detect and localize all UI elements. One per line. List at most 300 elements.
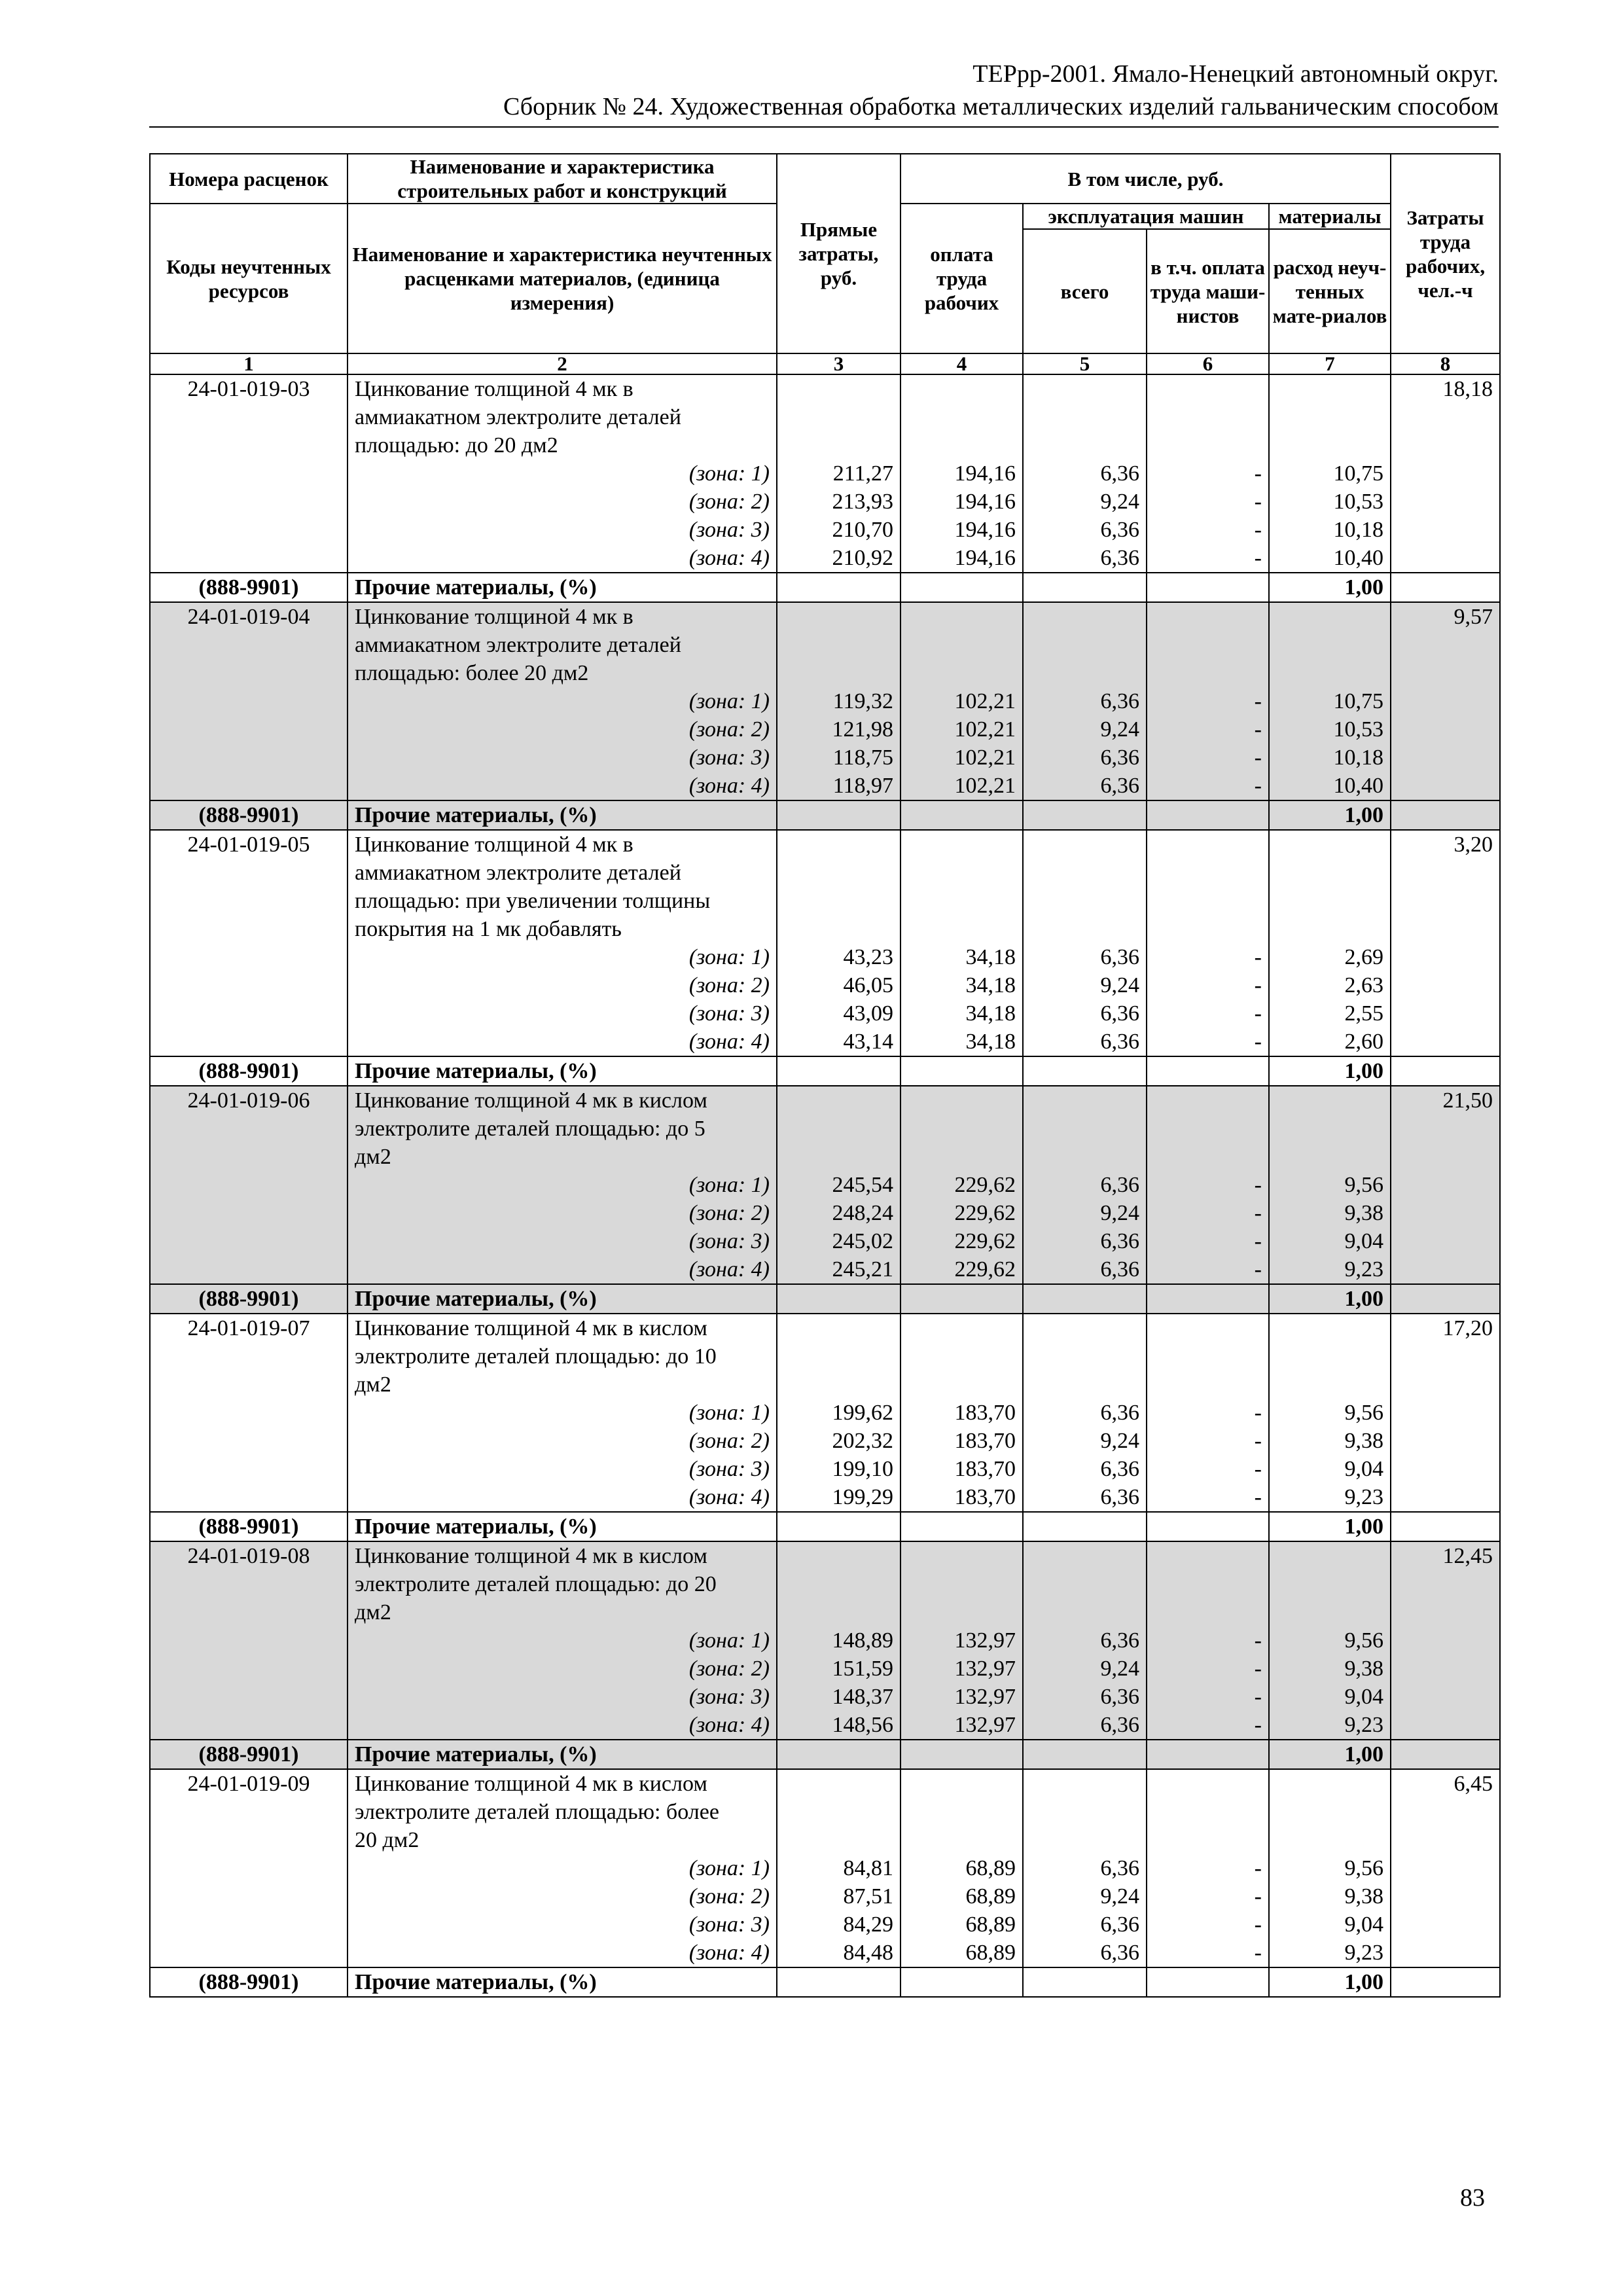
- rates-table: [149, 153, 1501, 1998]
- rate-description: [348, 1314, 777, 1512]
- value: 9,23: [1344, 1485, 1384, 1509]
- value: 118,75: [832, 745, 893, 770]
- value: 194,16: [954, 546, 1016, 570]
- value: 132,97: [954, 1685, 1016, 1709]
- material-code: (888-9901): [150, 1512, 348, 1541]
- description-line: Цинкование толщиной 4 мк в: [355, 377, 633, 401]
- zone-label: (зона: 2): [688, 1201, 770, 1225]
- rate-description: [348, 830, 777, 1056]
- value: 119,32: [832, 689, 893, 713]
- value: 102,21: [954, 774, 1016, 798]
- worker-wages: [901, 830, 1023, 1056]
- value: 68,89: [965, 1912, 1016, 1937]
- col3-header: Прямые затраты, руб.: [777, 154, 901, 353]
- value: 102,21: [954, 745, 1016, 770]
- direct-costs: [777, 1314, 901, 1512]
- value: -: [1254, 689, 1262, 713]
- value: -: [1254, 973, 1262, 997]
- value: 84,81: [843, 1856, 893, 1880]
- description-line: Цинкование толщиной 4 мк в: [355, 605, 633, 629]
- header-rule: [149, 126, 1499, 128]
- material-value: 1,00: [1269, 1284, 1391, 1314]
- col-number: 6: [1147, 353, 1269, 374]
- description-line: электролите деталей площадью: более: [355, 1800, 719, 1824]
- value: 245,02: [832, 1229, 893, 1253]
- material-row: [150, 1284, 1500, 1314]
- value: 34,18: [965, 1030, 1016, 1054]
- value: 9,23: [1344, 1941, 1384, 1965]
- zone-label: (зона: 3): [688, 1001, 770, 1026]
- value: -: [1254, 1030, 1262, 1054]
- value: 132,97: [954, 1713, 1016, 1737]
- value: 10,53: [1333, 490, 1384, 514]
- description-line: Цинкование толщиной 4 мк в кислом: [355, 1772, 707, 1796]
- zone-label: (зона: 1): [688, 945, 770, 969]
- value: 9,24: [1100, 717, 1139, 742]
- page-number: 83: [1460, 2184, 1485, 2212]
- value: 9,56: [1344, 1856, 1384, 1880]
- value: 34,18: [965, 945, 1016, 969]
- col8-header: Затраты труда рабочих, чел.-ч: [1391, 154, 1500, 353]
- material-value: 1,00: [1269, 1967, 1391, 1997]
- value: 9,24: [1100, 1657, 1139, 1681]
- worker-wages: [901, 1769, 1023, 1967]
- materials-cost: [1269, 374, 1391, 573]
- value: 148,37: [832, 1685, 893, 1709]
- material-code: (888-9901): [150, 1056, 348, 1086]
- value: 10,53: [1333, 717, 1384, 742]
- material-code: (888-9901): [150, 1967, 348, 1997]
- value: -: [1254, 1229, 1262, 1253]
- rate-code: 24-01-019-05: [150, 830, 348, 1056]
- value: -: [1254, 461, 1262, 486]
- col-number: 8: [1391, 353, 1500, 374]
- value: 84,29: [843, 1912, 893, 1937]
- value: -: [1254, 717, 1262, 742]
- value: 132,97: [954, 1657, 1016, 1681]
- value: 151,59: [832, 1657, 893, 1681]
- value: 102,21: [954, 689, 1016, 713]
- material-name: Прочие материалы, (%): [348, 1284, 777, 1314]
- zone-label: (зона: 4): [688, 1941, 770, 1965]
- direct-costs: [777, 374, 901, 573]
- zone-label: (зона: 1): [688, 1401, 770, 1425]
- value: -: [1254, 1856, 1262, 1880]
- description-line: электролите деталей площадью: до 10: [355, 1344, 717, 1369]
- zone-label: (зона: 1): [688, 1856, 770, 1880]
- value: 9,04: [1344, 1912, 1384, 1937]
- direct-costs: [777, 1541, 901, 1740]
- value: -: [1254, 1457, 1262, 1481]
- material-row: [150, 1512, 1500, 1541]
- value: 6,36: [1100, 1912, 1139, 1937]
- zone-label: (зона: 1): [688, 461, 770, 486]
- value: 6,36: [1100, 518, 1139, 542]
- material-row: [150, 1056, 1500, 1086]
- rate-description: [348, 1541, 777, 1740]
- direct-costs: [777, 602, 901, 800]
- value: 2,63: [1344, 973, 1384, 997]
- zone-label: (зона: 3): [688, 518, 770, 542]
- value: 6,36: [1100, 1628, 1139, 1653]
- rate-row: [150, 830, 1500, 1056]
- value: -: [1254, 1201, 1262, 1225]
- col-number: 3: [777, 353, 901, 374]
- labor-hours: 18,18: [1391, 374, 1500, 573]
- value: 10,75: [1333, 461, 1384, 486]
- material-value: 1,00: [1269, 573, 1391, 602]
- rate-code: 24-01-019-07: [150, 1314, 348, 1512]
- value: 199,10: [832, 1457, 893, 1481]
- value: 199,62: [832, 1401, 893, 1425]
- value: 6,36: [1100, 745, 1139, 770]
- value: 6,36: [1100, 1457, 1139, 1481]
- value: 10,18: [1333, 518, 1384, 542]
- value: 6,36: [1100, 1401, 1139, 1425]
- value: 10,40: [1333, 774, 1384, 798]
- value: 213,93: [832, 490, 893, 514]
- material-name: Прочие материалы, (%): [348, 1740, 777, 1769]
- materials-cost: [1269, 1769, 1391, 1967]
- value: 245,54: [832, 1173, 893, 1197]
- value: -: [1254, 1001, 1262, 1026]
- col1-bottom-header: Коды неучтенных ресурсов: [150, 204, 348, 353]
- value: 9,23: [1344, 1257, 1384, 1282]
- value: 43,14: [843, 1030, 893, 1054]
- value: -: [1254, 1941, 1262, 1965]
- zone-label: (зона: 2): [688, 1884, 770, 1909]
- value: 229,62: [954, 1229, 1016, 1253]
- value: -: [1254, 1401, 1262, 1425]
- value: 6,36: [1100, 1173, 1139, 1197]
- value: 9,56: [1344, 1628, 1384, 1653]
- value: -: [1254, 774, 1262, 798]
- material-name: Прочие материалы, (%): [348, 1056, 777, 1086]
- col-number: 1: [150, 353, 348, 374]
- value: -: [1254, 518, 1262, 542]
- zone-label: (зона: 1): [688, 1173, 770, 1197]
- description-line: площадью: до 20 дм2: [355, 433, 558, 457]
- rate-code: 24-01-019-03: [150, 374, 348, 573]
- worker-wages: [901, 1314, 1023, 1512]
- col-number: 7: [1269, 353, 1391, 374]
- description-line: Цинкование толщиной 4 мк в: [355, 833, 633, 857]
- machines-total: [1023, 1769, 1147, 1967]
- operator-wages: [1147, 602, 1269, 800]
- col2-top-header: Наименование и характеристика строительных работ и конструкций: [348, 154, 777, 204]
- value: -: [1254, 546, 1262, 570]
- material-row: [150, 1967, 1500, 1997]
- zone-label: (зона: 4): [688, 1713, 770, 1737]
- header-line-2: Сборник № 24. Художественная обработка металлических изделий гальваническим способом: [503, 93, 1499, 120]
- value: 148,89: [832, 1628, 893, 1653]
- value: 43,23: [843, 945, 893, 969]
- worker-wages: [901, 374, 1023, 573]
- rate-code: 24-01-019-04: [150, 602, 348, 800]
- value: 194,16: [954, 461, 1016, 486]
- description-line: дм2: [355, 1145, 391, 1169]
- rate-row: [150, 1086, 1500, 1284]
- labor-hours: 6,45: [1391, 1769, 1500, 1967]
- material-code: (888-9901): [150, 1284, 348, 1314]
- material-name: Прочие материалы, (%): [348, 1967, 777, 1997]
- value: 46,05: [843, 973, 893, 997]
- zone-label: (зона: 3): [688, 1912, 770, 1937]
- value: 10,75: [1333, 689, 1384, 713]
- rate-row: [150, 374, 1500, 573]
- value: 9,04: [1344, 1229, 1384, 1253]
- page-header: [149, 58, 1499, 123]
- description-line: покрытия на 1 мк добавлять: [355, 917, 622, 941]
- zone-label: (зона: 4): [688, 1485, 770, 1509]
- value: 9,24: [1100, 1429, 1139, 1453]
- description-line: площадью: более 20 дм2: [355, 661, 589, 685]
- value: 229,62: [954, 1173, 1016, 1197]
- machines-total: [1023, 602, 1147, 800]
- header-line-1: ТЕРрр-2001. Ямало-Ненецкий автономный округ.: [972, 60, 1499, 88]
- value: -: [1254, 1657, 1262, 1681]
- operator-wages: [1147, 1086, 1269, 1284]
- material-row: [150, 1740, 1500, 1769]
- value: -: [1254, 945, 1262, 969]
- materials-cost: [1269, 602, 1391, 800]
- rate-row: [150, 1314, 1500, 1512]
- value: 2,55: [1344, 1001, 1384, 1026]
- value: 87,51: [843, 1884, 893, 1909]
- material-row: [150, 573, 1500, 602]
- value: 2,60: [1344, 1030, 1384, 1054]
- value: 6,36: [1100, 1229, 1139, 1253]
- rate-row: [150, 602, 1500, 800]
- value: 132,97: [954, 1628, 1016, 1653]
- col-number: 4: [901, 353, 1023, 374]
- value: 10,18: [1333, 745, 1384, 770]
- materials-cost: [1269, 1541, 1391, 1740]
- value: 210,70: [832, 518, 893, 542]
- worker-wages: [901, 1086, 1023, 1284]
- description-line: аммиакатном электролите деталей: [355, 405, 681, 429]
- material-name: Прочие материалы, (%): [348, 573, 777, 602]
- value: 229,62: [954, 1257, 1016, 1282]
- value: -: [1254, 1685, 1262, 1709]
- value: 183,70: [954, 1429, 1016, 1453]
- value: 229,62: [954, 1201, 1016, 1225]
- zone-label: (зона: 4): [688, 774, 770, 798]
- value: 68,89: [965, 1884, 1016, 1909]
- direct-costs: [777, 830, 901, 1056]
- direct-costs: [777, 1769, 901, 1967]
- material-name: Прочие материалы, (%): [348, 800, 777, 830]
- col4-header: оплата труда рабочих: [901, 204, 1023, 353]
- labor-hours: 9,57: [1391, 602, 1500, 800]
- material-row: [150, 800, 1500, 830]
- material-value: 1,00: [1269, 800, 1391, 830]
- material-code: (888-9901): [150, 1740, 348, 1769]
- value: -: [1254, 490, 1262, 514]
- zone-label: (зона: 2): [688, 717, 770, 742]
- labor-hours: 12,45: [1391, 1541, 1500, 1740]
- value: -: [1254, 745, 1262, 770]
- value: 84,48: [843, 1941, 893, 1965]
- description-line: электролите деталей площадью: до 5: [355, 1117, 705, 1141]
- description-line: аммиакатном электролите деталей: [355, 633, 681, 657]
- value: 118,97: [832, 774, 893, 798]
- value: -: [1254, 1912, 1262, 1937]
- value: -: [1254, 1257, 1262, 1282]
- value: 6,36: [1100, 1485, 1139, 1509]
- column-numbers-row: [150, 353, 1500, 374]
- material-code: (888-9901): [150, 573, 348, 602]
- value: 248,24: [832, 1201, 893, 1225]
- value: -: [1254, 1713, 1262, 1737]
- value: 183,70: [954, 1457, 1016, 1481]
- zone-label: (зона: 3): [688, 745, 770, 770]
- zone-label: (зона: 4): [688, 546, 770, 570]
- value: 6,36: [1100, 1685, 1139, 1709]
- zone-label: (зона: 4): [688, 1257, 770, 1282]
- col1-top-header: Номера расценок: [150, 154, 348, 204]
- value: 6,36: [1100, 546, 1139, 570]
- description-line: Цинкование толщиной 4 мк в кислом: [355, 1316, 707, 1340]
- col-number: 2: [348, 353, 777, 374]
- value: 245,21: [832, 1257, 893, 1282]
- value: 202,32: [832, 1429, 893, 1453]
- labor-hours: 3,20: [1391, 830, 1500, 1056]
- description-line: электролите деталей площадью: до 20: [355, 1572, 717, 1596]
- description-line: аммиакатном электролите деталей: [355, 861, 681, 885]
- operator-wages: [1147, 1541, 1269, 1740]
- value: 9,24: [1100, 490, 1139, 514]
- machines-total: [1023, 1314, 1147, 1512]
- rate-row: [150, 1541, 1500, 1740]
- operator-wages: [1147, 1314, 1269, 1512]
- zone-label: (зона: 2): [688, 1429, 770, 1453]
- description-line: 20 дм2: [355, 1828, 419, 1852]
- description-line: площадью: при увеличении толщины: [355, 889, 711, 913]
- col6-header: в т.ч. оплата труда маши-нистов: [1147, 229, 1269, 353]
- value: -: [1254, 1173, 1262, 1197]
- value: 9,23: [1344, 1713, 1384, 1737]
- value: 43,09: [843, 1001, 893, 1026]
- materials-cost: [1269, 830, 1391, 1056]
- value: 9,24: [1100, 973, 1139, 997]
- rate-description: [348, 602, 777, 800]
- material-code: (888-9901): [150, 800, 348, 830]
- value: 9,04: [1344, 1685, 1384, 1709]
- materials-cost: [1269, 1086, 1391, 1284]
- value: -: [1254, 1429, 1262, 1453]
- rate-code: 24-01-019-09: [150, 1769, 348, 1967]
- rate-description: [348, 374, 777, 573]
- value: 194,16: [954, 490, 1016, 514]
- zone-label: (зона: 2): [688, 1657, 770, 1681]
- rate-description: [348, 1769, 777, 1967]
- machines-total: [1023, 1086, 1147, 1284]
- rate-row: [150, 1769, 1500, 1967]
- value: 2,69: [1344, 945, 1384, 969]
- value: 9,38: [1344, 1201, 1384, 1225]
- materials-cost: [1269, 1314, 1391, 1512]
- rate-code: 24-01-019-06: [150, 1086, 348, 1284]
- value: 6,36: [1100, 689, 1139, 713]
- value: 68,89: [965, 1941, 1016, 1965]
- zone-label: (зона: 4): [688, 1030, 770, 1054]
- value: 10,40: [1333, 546, 1384, 570]
- worker-wages: [901, 602, 1023, 800]
- col7-header: расход неуч-тенных мате-риалов: [1269, 229, 1391, 353]
- group-header: В том числе, руб.: [901, 154, 1391, 204]
- zone-label: (зона: 2): [688, 490, 770, 514]
- operator-wages: [1147, 830, 1269, 1056]
- material-name: Прочие материалы, (%): [348, 1512, 777, 1541]
- value: 9,24: [1100, 1201, 1139, 1225]
- machines-total: [1023, 1541, 1147, 1740]
- description-line: дм2: [355, 1372, 391, 1397]
- zone-label: (зона: 1): [688, 1628, 770, 1653]
- value: 6,36: [1100, 461, 1139, 486]
- value: 210,92: [832, 546, 893, 570]
- value: 194,16: [954, 518, 1016, 542]
- value: 9,04: [1344, 1457, 1384, 1481]
- value: 34,18: [965, 1001, 1016, 1026]
- description-line: дм2: [355, 1600, 391, 1624]
- machines-total: [1023, 374, 1147, 573]
- value: -: [1254, 1485, 1262, 1509]
- value: 9,56: [1344, 1401, 1384, 1425]
- description-line: Цинкование толщиной 4 мк в кислом: [355, 1544, 707, 1568]
- col5-header: всего: [1023, 229, 1147, 353]
- description-line: Цинкование толщиной 4 мк в кислом: [355, 1088, 707, 1113]
- labor-hours: 17,20: [1391, 1314, 1500, 1512]
- value: -: [1254, 1884, 1262, 1909]
- value: 34,18: [965, 973, 1016, 997]
- zone-label: (зона: 3): [688, 1685, 770, 1709]
- machines-total: [1023, 830, 1147, 1056]
- value: 6,36: [1100, 774, 1139, 798]
- material-value: 1,00: [1269, 1056, 1391, 1086]
- material-value: 1,00: [1269, 1512, 1391, 1541]
- value: 183,70: [954, 1401, 1016, 1425]
- zone-label: (зона: 3): [688, 1229, 770, 1253]
- value: 9,38: [1344, 1429, 1384, 1453]
- zone-label: (зона: 1): [688, 689, 770, 713]
- value: 102,21: [954, 717, 1016, 742]
- value: 68,89: [965, 1856, 1016, 1880]
- value: 6,36: [1100, 1856, 1139, 1880]
- zone-label: (зона: 3): [688, 1457, 770, 1481]
- worker-wages: [901, 1541, 1023, 1740]
- value: 9,38: [1344, 1657, 1384, 1681]
- value: 6,36: [1100, 945, 1139, 969]
- direct-costs: [777, 1086, 901, 1284]
- rate-code: 24-01-019-08: [150, 1541, 348, 1740]
- operator-wages: [1147, 1769, 1269, 1967]
- value: -: [1254, 1628, 1262, 1653]
- value: 6,36: [1100, 1030, 1139, 1054]
- materials-header: материалы: [1269, 204, 1391, 229]
- machines-header: эксплуатация машин: [1023, 204, 1269, 229]
- material-value: 1,00: [1269, 1740, 1391, 1769]
- labor-hours: 21,50: [1391, 1086, 1500, 1284]
- value: 9,24: [1100, 1884, 1139, 1909]
- value: 9,56: [1344, 1173, 1384, 1197]
- col-number: 5: [1023, 353, 1147, 374]
- value: 199,29: [832, 1485, 893, 1509]
- value: 9,38: [1344, 1884, 1384, 1909]
- operator-wages: [1147, 374, 1269, 573]
- zone-label: (зона: 2): [688, 973, 770, 997]
- col2-bottom-header: Наименование и характеристика неучтенных расценками материалов, (единица измерения): [348, 204, 777, 353]
